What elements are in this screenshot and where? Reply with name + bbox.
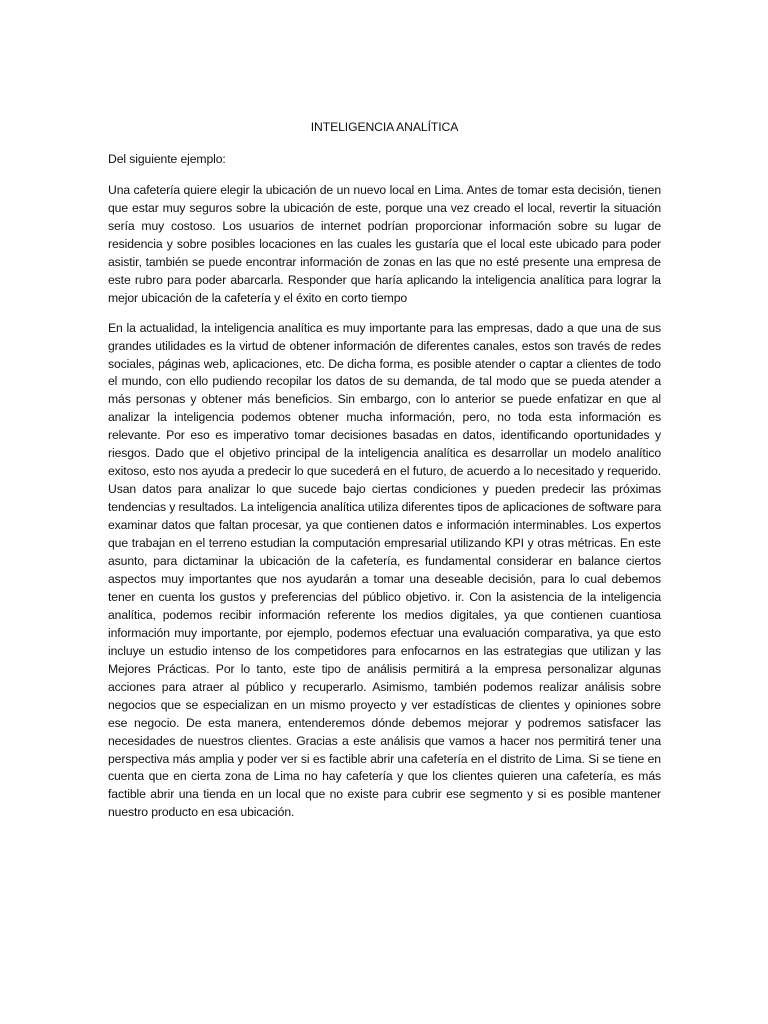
document-title: INTELIGENCIA ANALÍTICA	[310, 120, 459, 134]
analysis-paragraph: En la actualidad, la inteligencia analítica es muy importante para las empresas, dado a que una de sus grandes utilidades es la virtud de obtener información de diferentes canales, estos son través de redes sociales, páginas web, aplicaciones, etc. De dicha forma, es posible atender o captar a clientes de todo el mundo, con ello pudiendo recopilar los datos de su demanda, de tal modo que se pueda atender a más personas y obtener más beneficios. Sin embargo, con lo anterior se puede enfatizar en que al analizar la inteligencia podemos obtener mucha información, pero, no toda esta información es relevante. Por eso es imperativo tomar decisiones basadas en datos, identificando oportunidades y riesgos. Dado que el objetivo principal de la inteligencia analítica es desarrollar un modelo analítico exitoso, esto nos ayuda a predecir lo que sucederá en el futuro, de acuerdo a lo necesitado y requerido. Usan datos para analizar lo que sucede bajo ciertas condiciones y pueden predecir las próximas tendencias y resultados. La inteligencia analítica utiliza diferentes tipos de aplicaciones de software para examinar datos que faltan procesar, ya que contienen datos e información interminables. Los expertos que trabajan en el terreno estudian la computación empresarial utilizando KPI y otras métricas. En este asunto, para dictaminar la ubicación de la cafetería, es fundamental considerar en balance ciertos aspectos muy importantes que nos ayudarán a tomar una deseable decisión, para lo cual debemos tener en cuenta los gustos y preferencias del público objetivo. ir. Con la asistencia de la inteligencia analítica, podemos recibir información referente los medios digitales, ya que contienen cuantiosa información muy importante, por ejemplo, podemos efectuar una evaluación comparativa, ya que esto incluye un estudio intenso de los competidores para enfocarnos en las estrategias que utilizan y las Mejores Prácticas. Por lo tanto, este tipo de análisis permitirá a la empresa personalizar algunas acciones para atraer al público y recuperarlo. Asimismo, también podemos realizar análisis sobre negocios que se especializan en un mismo proyecto y ver estadísticas de clientes y opiniones sobre ese negocio. De esta manera, entenderemos dónde debemos mejorar y podremos satisfacer las necesidades de nuestros clientes. Gracias a este análisis que vamos a hacer nos permitirá tener una perspectiva más amplia y poder ver si es factible abrir una cafetería en el distrito de Lima. Si se tiene en cuenta que en cierta zona de Lima no hay cafetería y que los clientes quieren una cafetería, es más factible abrir una tienda en un local que no existe para cubrir ese segmento y si es posible mantener nuestro producto en esa ubicación.	[108, 320, 661, 820]
document-body	[108, 118, 661, 834]
intro-label: Del siguiente ejemplo:	[108, 152, 226, 166]
problem-paragraph: Una cafetería quiere elegir la ubicación de un nuevo local en Lima. Antes de tomar esta decisión, tienen que estar muy seguros sobre la ubicación de este, porque una vez creado el local, revertir la situación sería muy costoso. Los usuarios de internet podrían proporcionar información sobre su lugar de residencia y sobre posibles locaciones en las cuales les gustaría que el local este ubicado para poder asistir, también se puede encontrar información de zonas en las que no esté presente una empresa de este rubro para poder abarcarla. Responder que haría aplicando la inteligencia analítica para lograr la mejor ubicación de la cafetería y el éxito en corto tiempo	[108, 182, 661, 305]
